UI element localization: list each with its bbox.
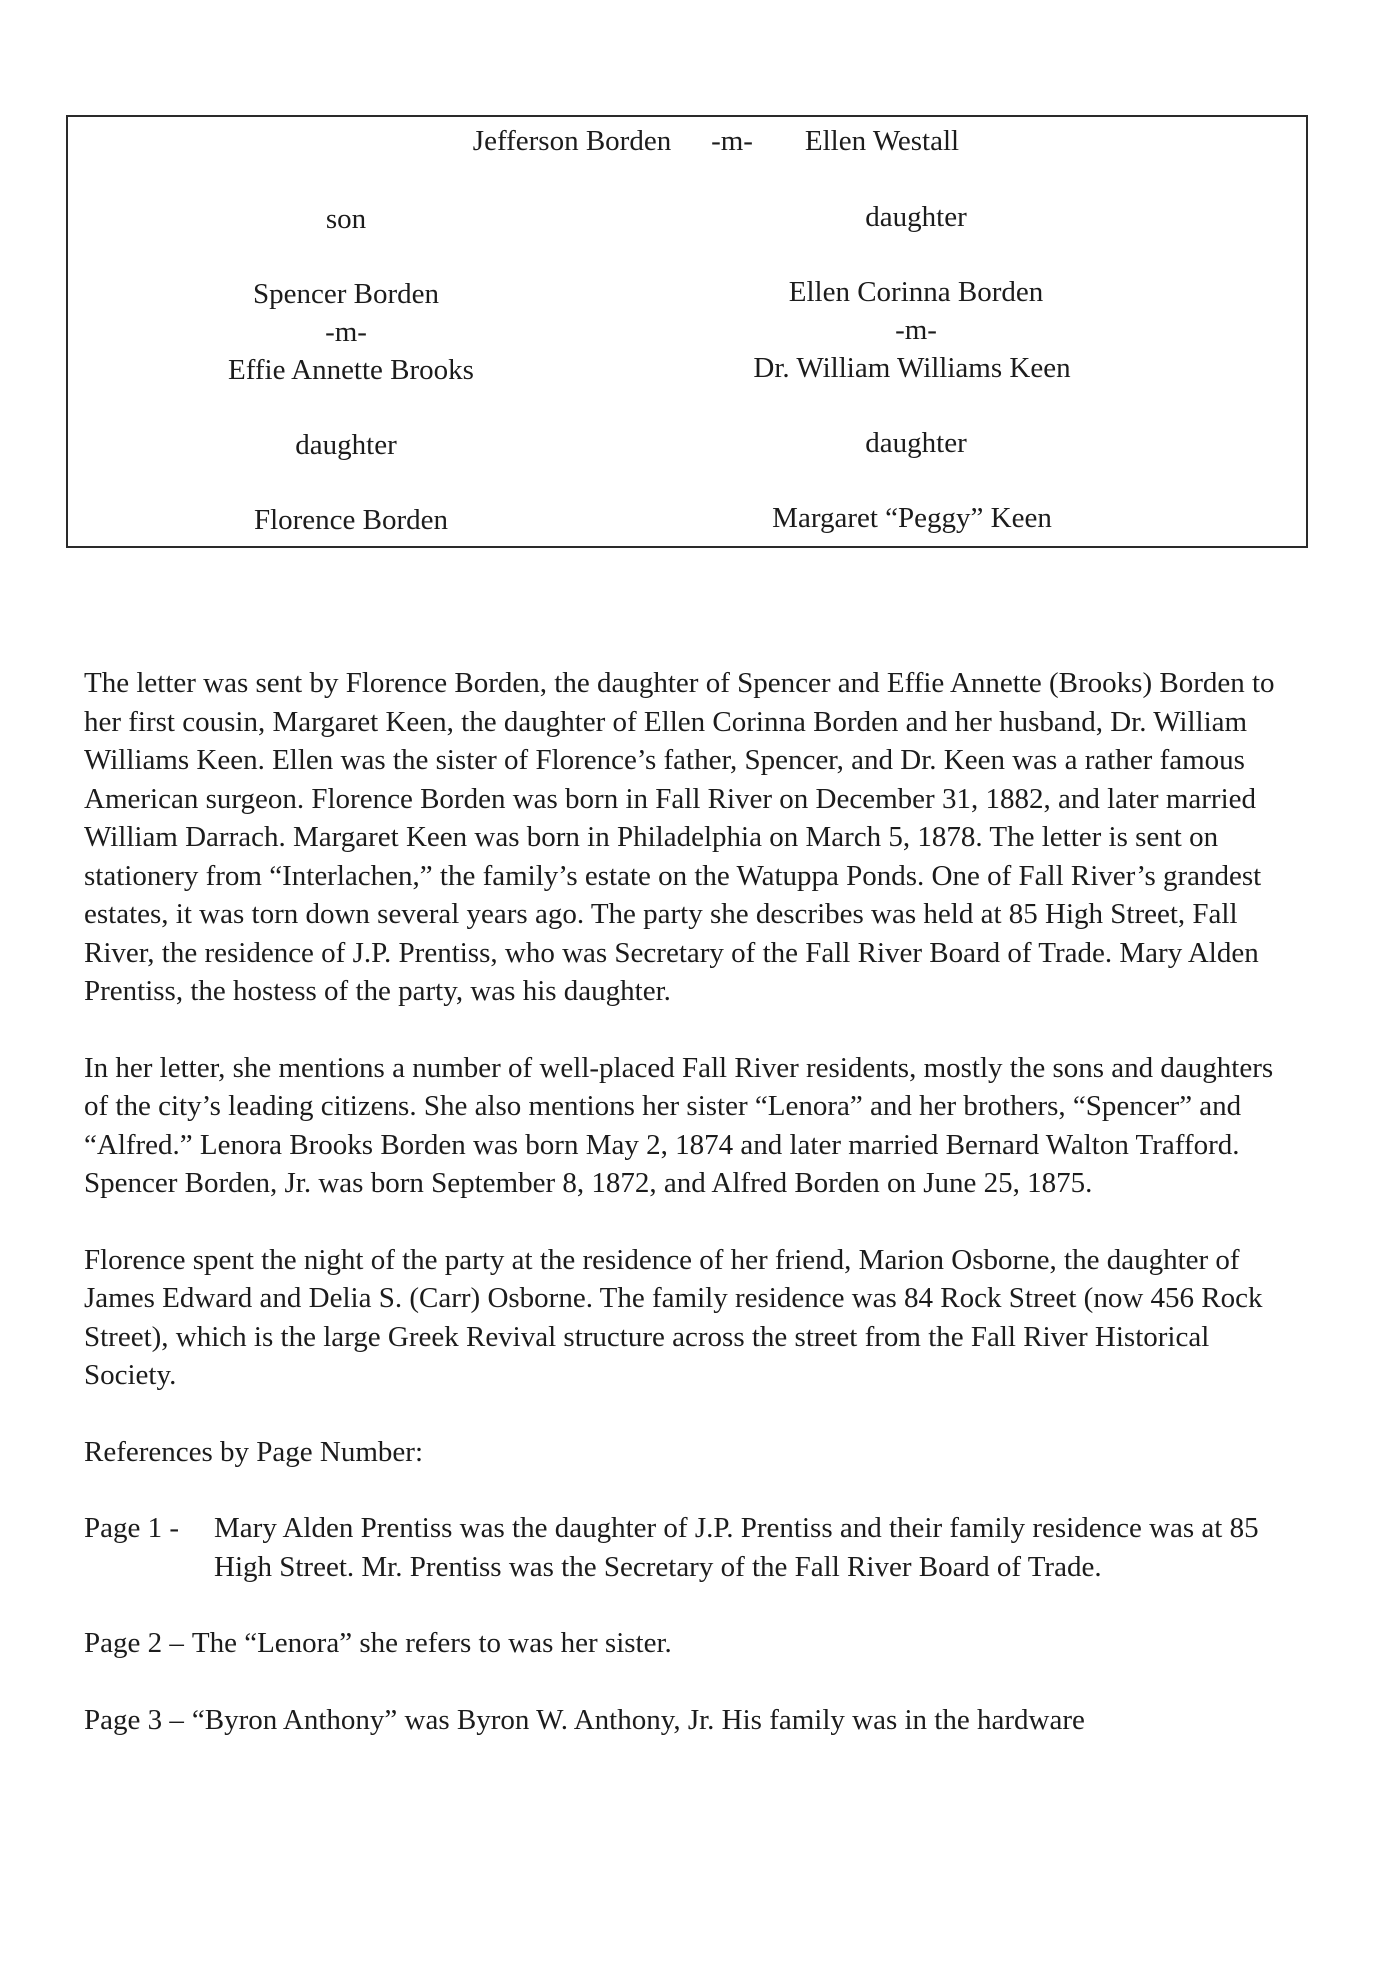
tree-top-marriage: -m- <box>711 125 753 157</box>
tree-right-relation1: daughter <box>865 201 967 233</box>
tree-right-marriage: -m- <box>895 314 937 346</box>
tree-left-child: Florence Borden <box>253 504 449 536</box>
reference-text: “Byron Anthony” was Byron W. Anthony, Jr. His family was in the hardware <box>191 1703 1085 1736</box>
tree-right-relation2: daughter <box>865 427 967 459</box>
family-tree-box <box>66 115 1308 548</box>
tree-top-wife: Ellen Westall <box>804 125 960 157</box>
tree-left-marriage: -m- <box>325 316 367 348</box>
paragraph-letter-intro: The letter was sent by Florence Borden, the daughter of Spencer and Effie Annette (Brooks) Borden to her first cousin, Margaret Keen, the daughter of Ellen Corinna Borden and her husband, Dr. William Williams Keen. Ellen was the sister of Florence’s father, Spencer, and Dr. Keen was a rather famous American surgeon. Florence Borden was born in Fall River on December 31, 1882, and later married William Darrach. Margaret Keen was born in Philadelphia on March 5, 1878. The letter is sent on stationery from “Interlachen,” the family’s estate on the Watuppa Ponds. One of Fall River’s grandest estates, it was torn down several years ago. The party she describes was held at 85 High Street, Fall River, the residence of J.P. Prentiss, who was Secretary of the Fall River Board of Trade. Mary Alden Prentiss, the hostess of the party, was his daughter. <box>84 667 1275 1007</box>
tree-right-child: Margaret “Peggy” Keen <box>772 502 1052 534</box>
tree-left-relation2: daughter <box>295 429 397 461</box>
references-title: References by Page Number: <box>84 1435 424 1468</box>
reference-item <box>84 1624 1294 1663</box>
reference-text: Mary Alden Prentiss was the daughter of J.P. Prentiss and their family residence was at 85 High Street. Mr. Prentiss was the Secretary of the Fall River Board of Trade. <box>214 1512 1259 1583</box>
paragraph-osborne: Florence spent the night of the party at the residence of her friend, Marion Osborne, the daughter of James Edward and Delia S. (Carr) Osborne. The family residence was 84 Rock Street (now 456 Rock Street), which is the large Greek Revival structure across the street from the Fall River Historical Society. <box>84 1243 1263 1391</box>
reference-item <box>84 1509 1294 1586</box>
tree-left-spouse: Effie Annette Brooks <box>228 354 474 386</box>
document-body <box>84 664 1294 1777</box>
tree-top-husband: Jefferson Borden <box>472 125 672 157</box>
paragraph-residents: In her letter, she mentions a number of well-placed Fall River residents, mostly the sons and daughters of the city’s leading citizens. She also mentions her sister “Lenora” and her brothers, “Spencer” and “Alfred.” Lenora Brooks Borden was born May 2, 1874 and later married Bernard Walton Trafford. Spencer Borden, Jr. was born September 8, 1872, and Alfred Borden on June 25, 1875. <box>84 1051 1274 1199</box>
reference-item <box>84 1701 1294 1740</box>
tree-right-spouse: Dr. William Williams Keen <box>753 352 1071 384</box>
tree-left-relation1: son <box>325 203 367 235</box>
tree-left-person: Spencer Borden <box>252 278 440 310</box>
reference-label: Page 1 - <box>84 1512 180 1544</box>
reference-text: The “Lenora” she refers to was her sister. <box>191 1627 672 1659</box>
reference-label: Page 3 – <box>84 1703 184 1736</box>
tree-right-person: Ellen Corinna Borden <box>788 276 1044 308</box>
reference-label: Page 2 – <box>84 1627 184 1659</box>
